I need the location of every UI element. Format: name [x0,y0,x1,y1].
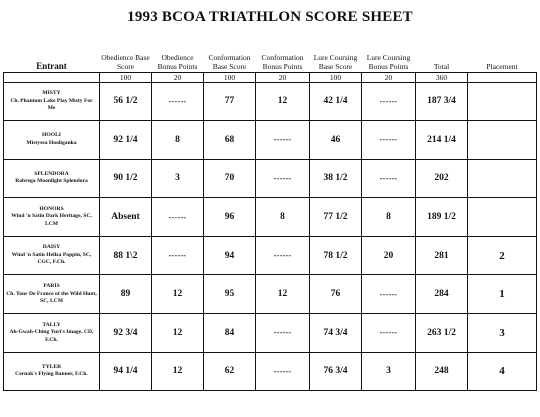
conformation-base-cell: 84 [204,314,256,353]
score-table [3,34,537,391]
obedience-base-cell: 56 1/2 [100,82,152,121]
table-row [4,82,537,121]
header-row [4,34,537,72]
max-points-cell: 100 [310,72,362,82]
column-header: Lure Coursing Base Score [313,52,358,71]
obedience-bonus-cell: ------ [152,236,204,275]
lure-bonus-cell: ------ [362,82,416,121]
entrant-cell [4,121,100,160]
score-sheet [3,34,536,391]
conformation-bonus-cell: 12 [256,275,310,314]
conformation-base-cell: 96 [204,198,256,237]
registered-name: Ah-Gwah-Ching Yuri's Image, CD, F.Ch. [9,329,94,343]
obedience-base-cell: 92 3/4 [100,314,152,353]
lure-bonus-cell: ------ [362,159,416,198]
entrant-cell [4,159,100,198]
registered-name: Wind 'n Satin Dark Heritage, SC, LCM [11,213,92,227]
entrant-cell [4,314,100,353]
placement-cell [468,159,537,198]
column-header: Placement [486,61,518,71]
conformation-base-cell: 77 [204,82,256,121]
registered-name: Rabrega Moonlight Splendora [15,178,88,185]
obedience-base-cell: 90 1/2 [100,159,152,198]
max-points-cell: 360 [416,72,468,82]
table-row [4,198,537,237]
column-header: Entrant [36,60,67,71]
registered-name: Ch. Phantom Lake Play Misty For Me [10,97,93,112]
lure-base-cell: 74 3/4 [310,314,362,353]
call-name: TALLY [42,321,61,328]
table-row [4,314,537,353]
conformation-bonus-cell: 8 [256,198,310,237]
registered-name: Mistysea Hooliganka [26,139,77,146]
conformation-bonus-cell: ------ [256,159,310,198]
total-cell: 263 1/2 [416,314,468,353]
lure-bonus-cell: ------ [362,275,416,314]
lure-base-cell: 76 [310,275,362,314]
call-name: HONORS [39,205,64,212]
max-points-cell [4,72,100,82]
lure-base-cell: 76 3/4 [310,352,362,391]
conformation-bonus-cell: ------ [256,121,310,160]
table-row [4,159,537,198]
max-points-cell [468,72,537,82]
table-row [4,275,537,314]
call-name: DAISY [42,244,61,251]
call-name: PARIS [43,283,60,290]
conformation-bonus-cell: 12 [256,82,310,121]
conformation-bonus-cell: ------ [256,352,310,391]
conformation-base-cell: 68 [204,121,256,160]
placement-cell: 4 [468,352,537,391]
column-header: Obedience Base Score [101,52,150,71]
lure-base-cell: 77 1/2 [310,198,362,237]
column-header: Total [433,61,450,71]
obedience-base-cell: 88 1\2 [100,236,152,275]
lure-bonus-cell: 3 [362,352,416,391]
conformation-bonus-cell: ------ [256,236,310,275]
entrant-cell [4,236,100,275]
placement-cell: 3 [468,314,537,353]
total-cell: 248 [416,352,468,391]
obedience-bonus-cell: 12 [152,275,204,314]
entrant-cell [4,275,100,314]
lure-base-cell: 38 1/2 [310,159,362,198]
max-points-cell: 100 [204,72,256,82]
max-points-cell: 20 [362,72,416,82]
entrant-cell [4,198,100,237]
call-name: HOOLI [42,132,61,139]
max-points-cell: 20 [256,72,310,82]
placement-cell [468,82,537,121]
column-header: Obedience Bonus Points [157,52,198,71]
entrant-cell [4,82,100,121]
call-name: SPLENDORA [34,170,69,177]
max-points-cell: 100 [100,72,152,82]
table-row [4,352,537,391]
obedience-bonus-cell: ------ [152,82,204,121]
conformation-base-cell: 95 [204,275,256,314]
obedience-bonus-cell: 12 [152,314,204,353]
lure-bonus-cell: 8 [362,198,416,237]
lure-bonus-cell: ------ [362,314,416,353]
obedience-bonus-cell: 8 [152,121,204,160]
total-cell: 214 1/4 [416,121,468,160]
lure-base-cell: 42 1/4 [310,82,362,121]
total-cell: 202 [416,159,468,198]
max-points-row [4,72,537,82]
lure-base-cell: 78 1/2 [310,236,362,275]
registered-name: Wind 'n Satin Hellza Poppin, SC, CGC, F.Ch. [11,251,92,266]
entrant-cell [4,352,100,391]
placement-cell: 1 [468,275,537,314]
total-cell: 187 3/4 [416,82,468,121]
placement-cell: 2 [468,236,537,275]
registered-name: Cernak's Flying Banner, F.Ch. [15,371,88,378]
column-header: Lure Coursing Bonus Points [366,52,411,71]
conformation-base-cell: 70 [204,159,256,198]
sheet-title: 1993 BCOA TRIATHLON SCORE SHEET [127,9,413,25]
total-cell: 189 1/2 [416,198,468,237]
obedience-base-cell: 92 1/4 [100,121,152,160]
obedience-base-cell: 94 1/4 [100,352,152,391]
placement-cell [468,121,537,160]
lure-bonus-cell: 20 [362,236,416,275]
call-name: TYLER [41,363,62,370]
obedience-base-cell: 89 [100,275,152,314]
column-header: Conformation Bonus Points [261,52,304,71]
call-name: MISTY [42,90,61,97]
lure-bonus-cell: ------ [362,121,416,160]
lure-base-cell: 46 [310,121,362,160]
column-header: Conformation Base Score [208,52,251,71]
total-cell: 281 [416,236,468,275]
registered-name: Ch. Tour De France of the Wild Hunt, SC, LCM [6,290,97,305]
table-row [4,121,537,160]
obedience-base-cell: Absent [100,198,152,237]
obedience-bonus-cell: ------ [152,198,204,237]
total-cell: 284 [416,275,468,314]
conformation-bonus-cell: ------ [256,314,310,353]
table-row [4,236,537,275]
table-body [4,82,537,391]
conformation-base-cell: 94 [204,236,256,275]
obedience-bonus-cell: 12 [152,352,204,391]
conformation-base-cell: 62 [204,352,256,391]
obedience-bonus-cell: 3 [152,159,204,198]
max-points-cell: 20 [152,72,204,82]
placement-cell [468,198,537,237]
